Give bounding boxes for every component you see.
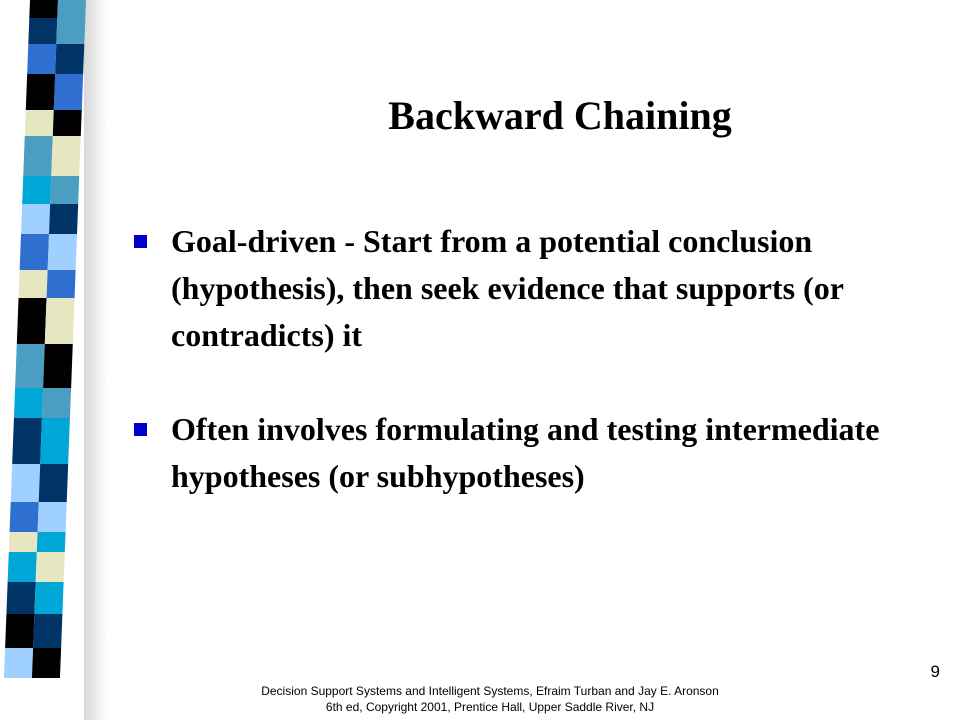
- bullet-text: Often involves formulating and testing intermediate hypotheses (or subhypotheses): [171, 411, 880, 494]
- bullet-text: Goal-driven - Start from a potential conclusion (hypothesis), then seek evidence that supports (or contradicts) it: [171, 223, 844, 353]
- stripe-block: [21, 204, 50, 234]
- stripe-block: [15, 344, 45, 388]
- bullet-list: [134, 218, 934, 500]
- stripe-block: [42, 388, 71, 418]
- stripe-block: [26, 74, 55, 110]
- stripe-block: [39, 464, 68, 502]
- stripe-block: [4, 648, 33, 678]
- bullet-item: [134, 218, 934, 359]
- stripe-block: [33, 614, 62, 648]
- stripe-block: [51, 136, 81, 176]
- stripe-block: [43, 344, 73, 388]
- stripe-block: [36, 552, 65, 582]
- page-number: 9: [930, 662, 940, 681]
- square-bullet-icon: [134, 235, 147, 248]
- stripe-block: [28, 18, 57, 44]
- stripe-block: [54, 74, 83, 110]
- stripe-block: [47, 270, 76, 298]
- stripe-block: [56, 18, 85, 44]
- stripe-block: [29, 0, 58, 18]
- stripe-block: [37, 532, 66, 552]
- stripe-block: [12, 418, 42, 464]
- footer-line: Decision Support Systems and Intelligent Systems, Efraim Turban and Jay E. Aronson: [261, 684, 719, 698]
- stripe-block: [34, 582, 63, 614]
- stripe-block: [19, 270, 48, 298]
- stripe-block: [53, 110, 82, 136]
- square-bullet-icon: [134, 423, 147, 436]
- stripe-block: [50, 176, 79, 204]
- stripe-block: [49, 204, 78, 234]
- stripe-block: [9, 532, 38, 552]
- stripe-block: [45, 298, 75, 344]
- stripe-block: [40, 418, 70, 464]
- stripe-block: [11, 464, 40, 502]
- stripe-block: [25, 110, 54, 136]
- bullet-item: [134, 406, 934, 500]
- stripe-block: [5, 614, 34, 648]
- stripe-block: [17, 298, 47, 344]
- stripe-block: [23, 136, 53, 176]
- footer-citation: [230, 683, 750, 715]
- stripe-block: [20, 234, 49, 270]
- stripe-block: [38, 502, 67, 532]
- stripe-block: [57, 0, 86, 18]
- stripe-block: [6, 582, 35, 614]
- footer-line: 6th ed, Copyright 2001, Prentice Hall, Upper Saddle River, NJ: [325, 700, 655, 714]
- stripe-block: [55, 44, 84, 74]
- stripe-block: [27, 44, 56, 74]
- stripe-block: [8, 552, 37, 582]
- stripe-block: [22, 176, 51, 204]
- stripe-block: [32, 648, 61, 678]
- stripe-block: [14, 388, 43, 418]
- slide-title: Backward Chaining: [388, 93, 732, 138]
- stripe-block: [10, 502, 39, 532]
- stripe-block: [48, 234, 77, 270]
- decorative-stripe-border: [0, 0, 108, 720]
